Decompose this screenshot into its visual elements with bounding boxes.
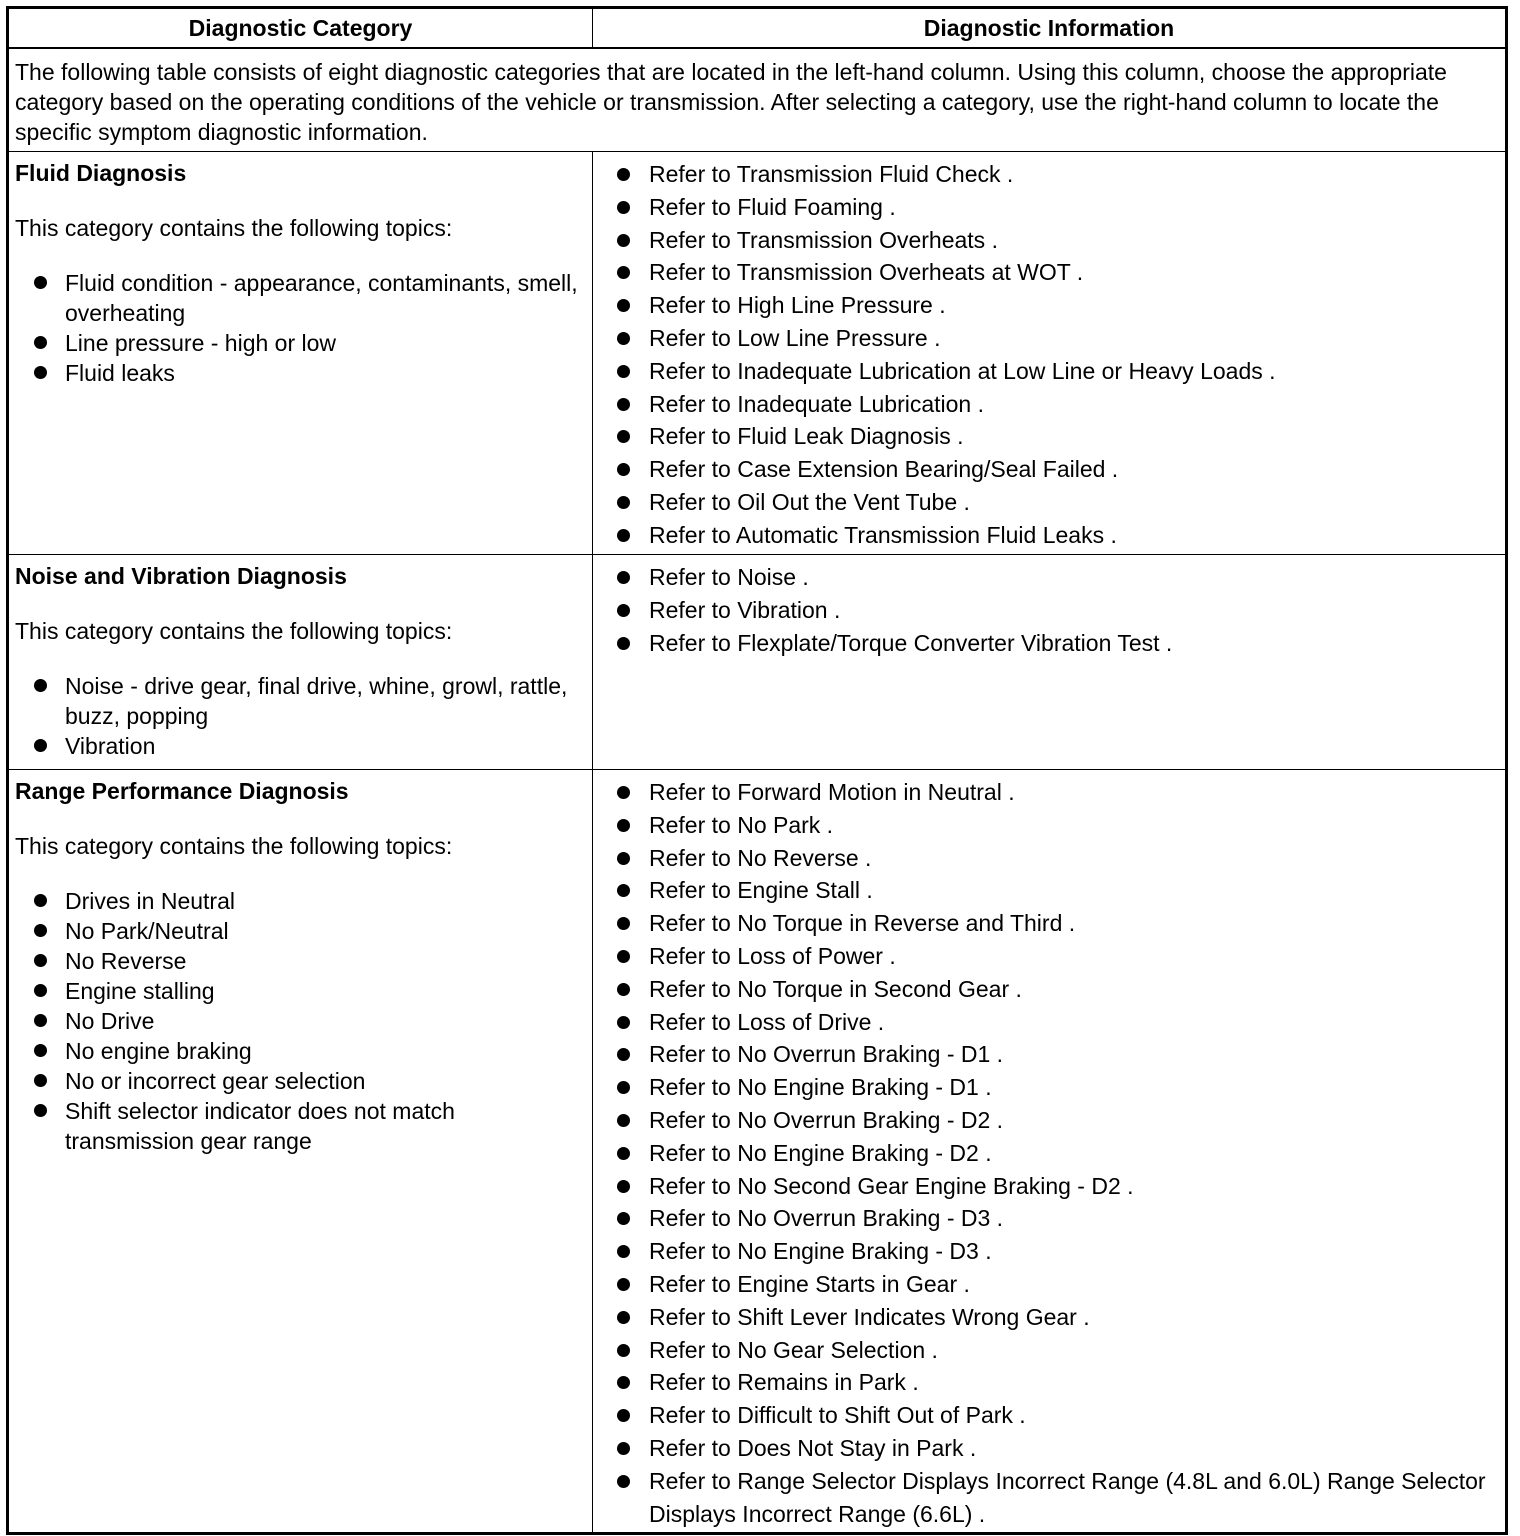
reference-item: Refer to No Torque in Reverse and Third . <box>601 907 1499 940</box>
reference-item: Refer to Loss of Power . <box>601 940 1499 973</box>
topic-item: Vibration <box>15 731 586 761</box>
category-intro: This category contains the following topics: <box>15 215 453 241</box>
reference-item: Refer to No Engine Braking - D3 . <box>601 1235 1499 1268</box>
reference-item: Refer to Fluid Leak Diagnosis . <box>601 420 1499 453</box>
reference-item: Refer to No Overrun Braking - D2 . <box>601 1104 1499 1137</box>
reference-item: Refer to Does Not Stay in Park . <box>601 1432 1499 1465</box>
category-cell <box>8 152 593 555</box>
topic-item: Fluid leaks <box>15 358 586 388</box>
reference-item: Refer to Forward Motion in Neutral . <box>601 776 1499 809</box>
reference-item: Refer to Transmission Overheats at WOT . <box>601 256 1499 289</box>
reference-item: Refer to No Park . <box>601 809 1499 842</box>
topic-item: No or incorrect gear selection <box>15 1066 586 1096</box>
category-intro: This category contains the following topics: <box>15 618 453 644</box>
reference-item: Refer to Low Line Pressure . <box>601 322 1499 355</box>
reference-list <box>601 561 1499 659</box>
category-title: Fluid Diagnosis <box>15 160 187 186</box>
header-diagnostic-category: Diagnostic Category <box>8 8 593 49</box>
category-title: Noise and Vibration Diagnosis <box>15 563 347 589</box>
reference-item: Refer to Vibration . <box>601 594 1499 627</box>
table-row <box>8 555 1507 770</box>
topic-list <box>15 886 586 1156</box>
topic-list <box>15 671 586 761</box>
info-cell <box>593 555 1507 770</box>
category-intro: This category contains the following topics: <box>15 833 453 859</box>
reference-item: Refer to Loss of Drive . <box>601 1006 1499 1039</box>
info-cell <box>593 770 1507 1534</box>
reference-item: Refer to Noise . <box>601 561 1499 594</box>
topic-item: Shift selector indicator does not match transmission gear range <box>15 1096 586 1156</box>
table-row <box>8 152 1507 555</box>
reference-item: Refer to Shift Lever Indicates Wrong Gear . <box>601 1301 1499 1334</box>
topic-item: Engine stalling <box>15 976 586 1006</box>
reference-item: Refer to Case Extension Bearing/Seal Failed . <box>601 453 1499 486</box>
category-title: Range Performance Diagnosis <box>15 778 349 804</box>
reference-item: Refer to Transmission Overheats . <box>601 224 1499 257</box>
table-row <box>8 770 1507 1534</box>
reference-item: Refer to Fluid Foaming . <box>601 191 1499 224</box>
reference-item: Refer to No Engine Braking - D2 . <box>601 1137 1499 1170</box>
reference-item: Refer to No Second Gear Engine Braking - D2 . <box>601 1170 1499 1203</box>
topic-item: No Drive <box>15 1006 586 1036</box>
topic-list <box>15 268 586 388</box>
reference-item: Refer to Inadequate Lubrication . <box>601 388 1499 421</box>
topic-item: No Reverse <box>15 946 586 976</box>
topic-item: Noise - drive gear, final drive, whine, growl, rattle, buzz, popping <box>15 671 586 731</box>
table-header-row <box>8 8 1507 49</box>
reference-item: Refer to Transmission Fluid Check . <box>601 158 1499 191</box>
reference-item: Refer to Oil Out the Vent Tube . <box>601 486 1499 519</box>
topic-item: Drives in Neutral <box>15 886 586 916</box>
reference-item: Refer to No Engine Braking - D1 . <box>601 1071 1499 1104</box>
topic-item: Line pressure - high or low <box>15 328 586 358</box>
reference-item: Refer to Remains in Park . <box>601 1366 1499 1399</box>
reference-item: Refer to Flexplate/Torque Converter Vibration Test . <box>601 627 1499 660</box>
reference-item: Refer to High Line Pressure . <box>601 289 1499 322</box>
topic-item: No engine braking <box>15 1036 586 1066</box>
topic-item: Fluid condition - appearance, contaminants, smell, overheating <box>15 268 586 328</box>
intro-row <box>8 48 1507 152</box>
reference-item: Refer to No Overrun Braking - D1 . <box>601 1038 1499 1071</box>
reference-item: Refer to Range Selector Displays Incorrect Range (4.8L and 6.0L) Range Selector Displays Incorrect Range (6.6L) . <box>601 1465 1499 1531</box>
reference-item: Refer to No Overrun Braking - D3 . <box>601 1202 1499 1235</box>
reference-item: Refer to No Torque in Second Gear . <box>601 973 1499 1006</box>
category-cell <box>8 555 593 770</box>
reference-list <box>601 776 1499 1530</box>
reference-item: Refer to Difficult to Shift Out of Park . <box>601 1399 1499 1432</box>
category-cell <box>8 770 593 1534</box>
reference-item: Refer to Engine Starts in Gear . <box>601 1268 1499 1301</box>
reference-item: Refer to No Gear Selection . <box>601 1334 1499 1367</box>
reference-item: Refer to Engine Stall . <box>601 874 1499 907</box>
header-diagnostic-information: Diagnostic Information <box>593 8 1507 49</box>
topic-item: No Park/Neutral <box>15 916 586 946</box>
reference-list <box>601 158 1499 552</box>
info-cell <box>593 152 1507 555</box>
reference-item: Refer to No Reverse . <box>601 842 1499 875</box>
diagnostic-table <box>6 6 1508 1535</box>
reference-item: Refer to Inadequate Lubrication at Low Line or Heavy Loads . <box>601 355 1499 388</box>
intro-text: The following table consists of eight diagnostic categories that are located in the left-hand column. Using this column, choose the appropriate category based on the operating conditions of the vehicle or transmission. After selecting a category, use the right-hand column to locate the specific symptom diagnostic information. <box>8 48 1507 152</box>
reference-item: Refer to Automatic Transmission Fluid Leaks . <box>601 519 1499 552</box>
